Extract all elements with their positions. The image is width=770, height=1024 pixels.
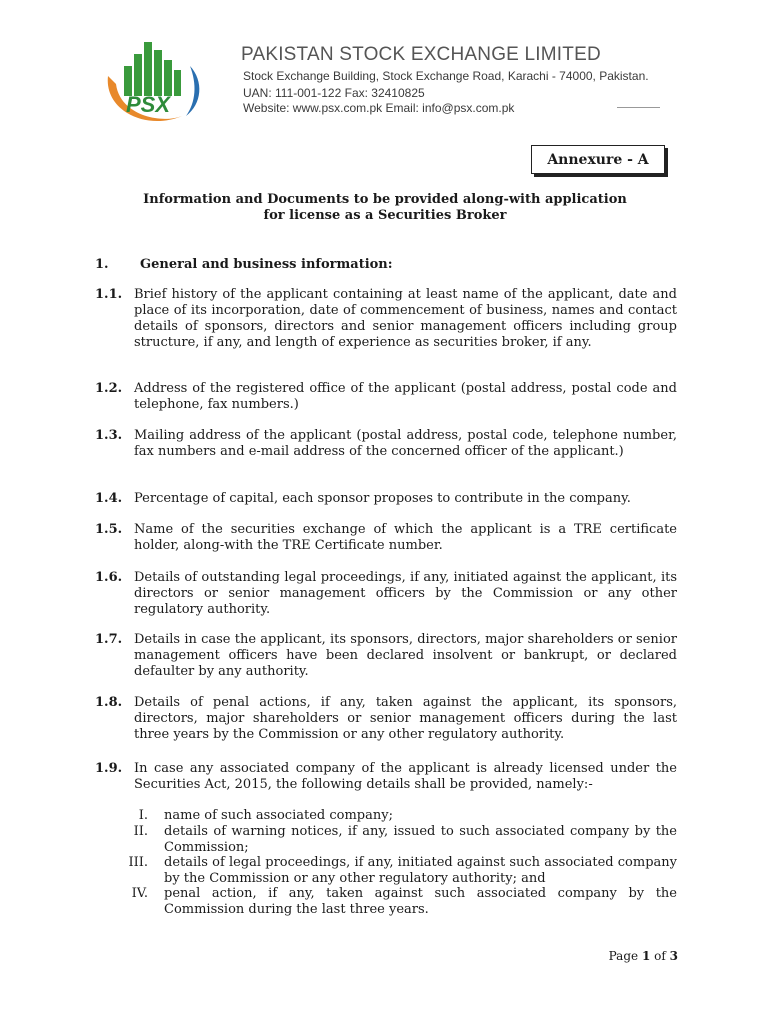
sub-item-text: penal action, if any, taken against such associated company by the Commission during the last three years. xyxy=(164,886,677,917)
item-number: 1.3. xyxy=(95,428,123,443)
section-number: 1. xyxy=(95,257,109,272)
document-title xyxy=(100,192,670,224)
company-name: PAKISTAN STOCK EXCHANGE LIMITED xyxy=(241,44,601,65)
header-rule xyxy=(617,107,660,108)
page-current: 1 xyxy=(641,949,651,963)
company-address: Stock Exchange Building, Stock Exchange Road, Karachi - 74000, Pakistan. xyxy=(243,69,649,83)
page-prefix: Page xyxy=(608,949,639,963)
item-text: Details of outstanding legal proceedings, if any, initiated against the applicant, its directors or senior management officers by the Commission or any other regulatory authority. xyxy=(134,570,677,617)
sub-list-item xyxy=(126,808,677,824)
item-number: 1.1. xyxy=(95,287,123,302)
item-number: 1.9. xyxy=(95,761,123,776)
title-line-1: Information and Documents to be provided along-with application xyxy=(143,192,627,207)
list-item xyxy=(95,695,677,743)
sub-item-text: details of legal proceedings, if any, initiated against such associated company by the Commission or any other regulatory authority; and xyxy=(164,855,677,886)
item-text: Details in case the applicant, its sponsors, directors, major shareholders or senior management officers have been declared insolvent or bankrupt, or declared defaulter by any authority. xyxy=(134,632,677,679)
logo-bar xyxy=(144,42,152,96)
sub-item-text: details of warning notices, if any, issued to such associated company by the Commission; xyxy=(164,824,677,855)
logo-bar xyxy=(174,70,181,96)
list-item xyxy=(95,287,677,351)
logo-bar xyxy=(154,50,162,96)
logo-text: PSX xyxy=(126,92,171,117)
sub-item-number: IV. xyxy=(131,886,148,901)
item-number: 1.2. xyxy=(95,381,123,396)
item-text: Mailing address of the applicant (postal address, postal code, telephone number, fax numbers and e-mail address of the concerned officer of the applicant.) xyxy=(134,428,677,459)
title-line-2: for license as a Securities Broker xyxy=(263,208,507,223)
logo-bar xyxy=(164,60,172,96)
item-number: 1.6. xyxy=(95,570,123,585)
item-text: Details of penal actions, if any, taken against the applicant, its sponsors, directors, major shareholders or senior management officers during the last three years by the Commission or any other regulatory authority. xyxy=(134,695,677,742)
logo-swoosh-right xyxy=(186,66,199,116)
list-item xyxy=(95,428,677,460)
item-number: 1.8. xyxy=(95,695,123,710)
sub-item-number: III. xyxy=(128,855,148,870)
item-text: Address of the registered office of the applicant (postal address, postal code and telephone, fax numbers.) xyxy=(134,381,677,412)
page-number xyxy=(560,949,678,963)
sub-item-number: I. xyxy=(138,808,148,823)
item-text: Percentage of capital, each sponsor proposes to contribute in the company. xyxy=(134,491,631,506)
sub-item-number: II. xyxy=(133,824,148,839)
sub-item-text: name of such associated company; xyxy=(164,808,393,823)
annexure-label: Annexure - A xyxy=(531,145,665,174)
company-phone-fax: UAN: 111-001-122 Fax: 32410825 xyxy=(243,86,425,100)
item-number: 1.4. xyxy=(95,491,123,506)
sub-list-item xyxy=(126,824,677,856)
page-total: 3 xyxy=(669,949,678,963)
item-text: In case any associated company of the applicant is already licensed under the Securities Act, 2015, the following details shall be provided, namely:- xyxy=(134,761,677,792)
section-title: General and business information: xyxy=(140,257,393,272)
list-item xyxy=(95,491,677,507)
list-item xyxy=(95,522,677,554)
sub-list-item xyxy=(126,855,677,887)
item-number: 1.7. xyxy=(95,632,123,647)
list-item xyxy=(95,381,677,413)
list-item xyxy=(95,632,677,680)
sub-list-item xyxy=(126,886,677,918)
company-web-email: Website: www.psx.com.pk Email: info@psx.com.pk xyxy=(243,101,515,115)
list-item xyxy=(95,570,677,618)
psx-logo xyxy=(102,36,212,128)
logo-bar xyxy=(134,54,142,96)
list-item xyxy=(95,761,677,793)
item-text: Name of the securities exchange of which the applicant is a TRE certificate holder, along-with the TRE Certificate number. xyxy=(134,522,677,553)
item-text: Brief history of the applicant containing at least name of the applicant, date and place of its incorporation, date of commencement of business, names and contact details of sponsors, directors and senior management officers including group structure, if any, and length of experience as securities broker, if any. xyxy=(134,287,677,350)
page-of: of xyxy=(654,949,666,963)
item-number: 1.5. xyxy=(95,522,123,537)
